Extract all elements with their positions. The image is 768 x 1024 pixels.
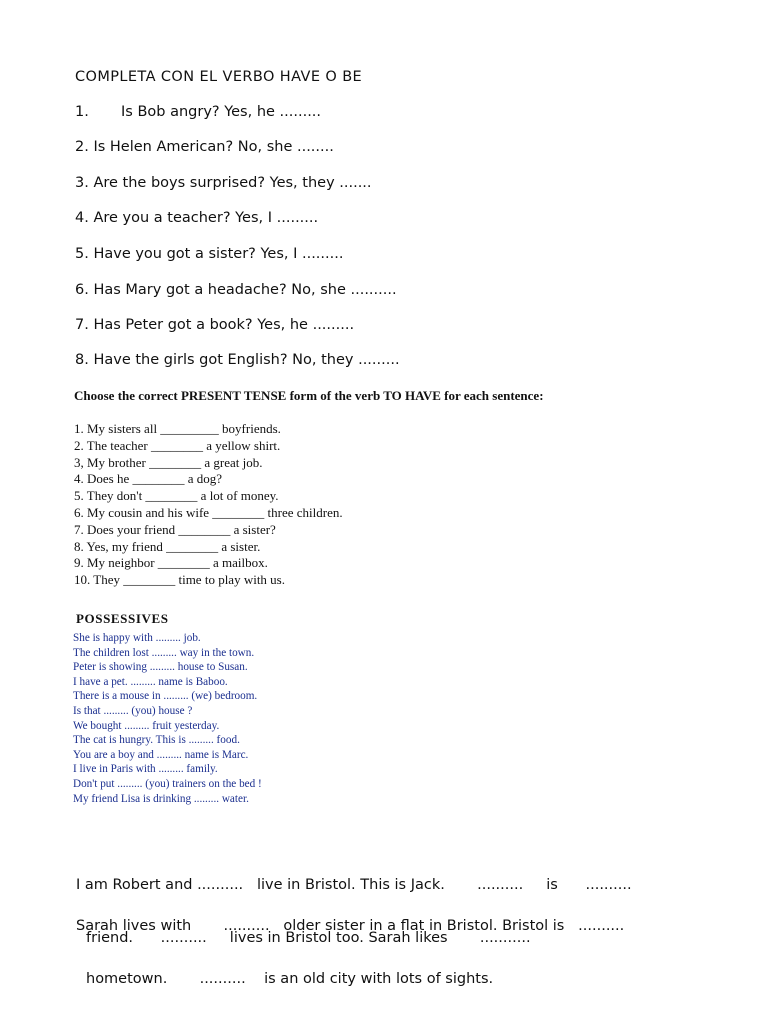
section-heading: POSSESSIVES bbox=[76, 611, 169, 626]
list-item: You are a boy and ......... name is Marc. bbox=[73, 748, 249, 761]
list-item: The children lost ......... way in the town. bbox=[73, 646, 255, 659]
list-item: 8. Yes, my friend ________ a sister. bbox=[74, 538, 261, 554]
list-item: 2. The teacher ________ a yellow shirt. bbox=[74, 437, 281, 453]
list-item: Don't put ......... (you) trainers on the bed ! bbox=[73, 777, 262, 790]
list-item: She is happy with ......... job. bbox=[73, 632, 201, 644]
possessives-list bbox=[73, 631, 262, 806]
exercise-1-item: 2. Is Helen American? No, she ........ bbox=[75, 139, 334, 155]
list-item: 5. They don't ________ a lot of money. bbox=[74, 488, 279, 504]
exercise-1-item bbox=[75, 104, 321, 120]
exercise-1-item: 3. Are the boys surprised? Yes, they ....... bbox=[75, 175, 372, 191]
exercise-1-item: 6. Has Mary got a headache? No, she .......... bbox=[75, 282, 397, 298]
reading-paragraph bbox=[76, 883, 624, 1006]
paragraph-line: friend. .......... lives in Bristol too. Sarah likes ........... bbox=[86, 929, 531, 946]
list-item: We bought ......... fruit yesterday. bbox=[73, 719, 220, 732]
list-item: Is that ......... (you) house ? bbox=[73, 704, 193, 717]
list-item: The cat is hungry. This is ......... food. bbox=[73, 734, 240, 747]
item-text: Is Bob angry? Yes, he ......... bbox=[121, 104, 322, 120]
list-item: 6. My cousin and his wife ________ three children. bbox=[74, 504, 343, 520]
paragraph-line: hometown. .......... is an old city with lots of sights. bbox=[86, 970, 494, 987]
sentence-list bbox=[74, 421, 343, 589]
paragraph-line: Sarah lives with .......... older sister in a flat in Bristol. Bristol is .......... bbox=[76, 918, 625, 934]
paragraph-line: I am Robert and .......... live in Bristol. This is Jack. .......... is .......... bbox=[76, 877, 632, 893]
list-item: I have a pet. ......... name is Baboo. bbox=[73, 675, 228, 688]
list-item: 9. My neighbor ________ a mailbox. bbox=[74, 555, 268, 571]
list-item: 3, My brother ________ a great job. bbox=[74, 454, 263, 470]
list-item: 4. Does he ________ a dog? bbox=[74, 471, 223, 487]
list-item: 1. My sisters all _________ boyfriends. bbox=[74, 421, 281, 436]
list-item: There is a mouse in ......... (we) bedroom. bbox=[73, 690, 258, 703]
exercise-1-item: 5. Have you got a sister? Yes, I ......... bbox=[75, 246, 344, 262]
exercise-1-item: 8. Have the girls got English? No, they ......... bbox=[75, 352, 400, 368]
list-item: 10. They ________ time to play with us. bbox=[74, 572, 285, 588]
list-item: 7. Does your friend ________ a sister? bbox=[74, 521, 276, 537]
worksheet-title: COMPLETA CON EL VERBO HAVE O BE bbox=[75, 69, 363, 85]
exercise-1-item: 7. Has Peter got a book? Yes, he ......... bbox=[75, 317, 355, 333]
list-item: I live in Paris with ......... family. bbox=[73, 763, 218, 776]
list-item: My friend Lisa is drinking ......... water. bbox=[73, 792, 249, 805]
section-heading: Choose the correct PRESENT TENSE form of the verb TO HAVE for each sentence: bbox=[74, 388, 544, 403]
exercise-1-item: 4. Are you a teacher? Yes, I ......... bbox=[75, 210, 319, 226]
item-number: 1. bbox=[75, 104, 89, 120]
list-item: Peter is showing ......... house to Susan. bbox=[73, 661, 248, 674]
